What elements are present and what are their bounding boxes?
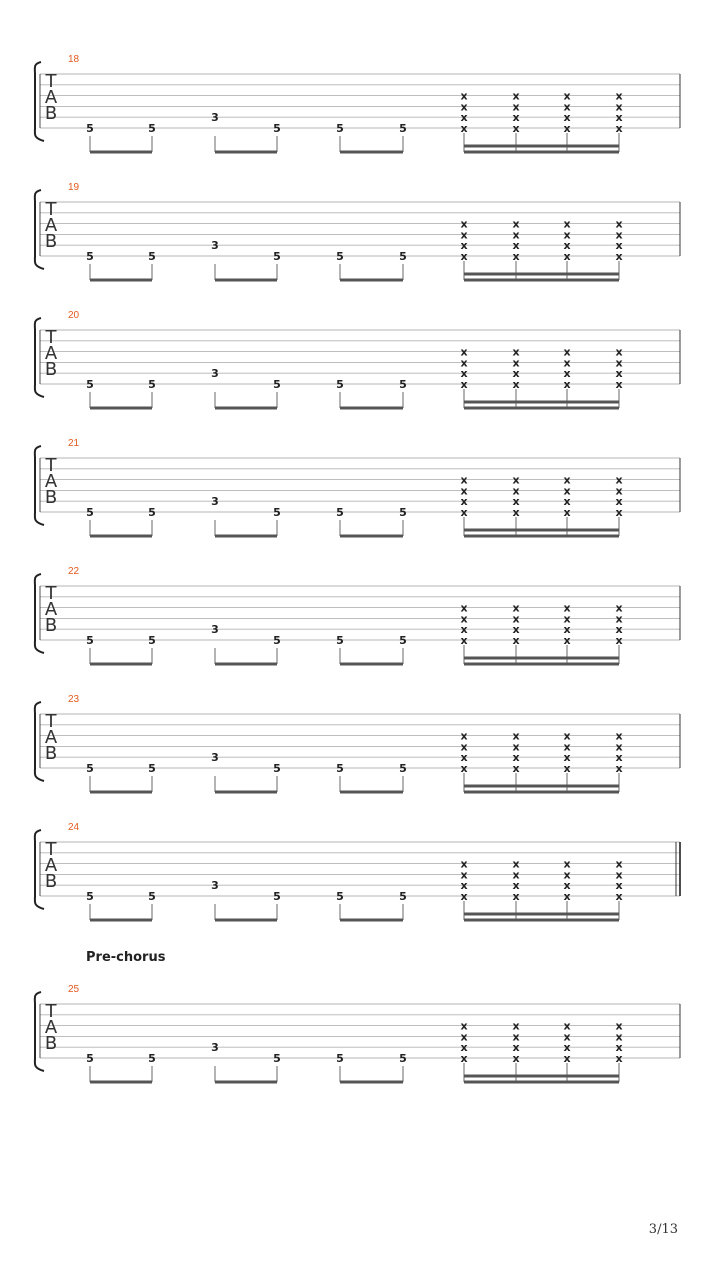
muted-note: x: [460, 378, 468, 391]
muted-note: x: [615, 879, 623, 893]
fret-number: 5: [336, 762, 344, 775]
muted-note: x: [512, 100, 520, 114]
fret-number: 5: [336, 122, 344, 135]
fret-number: 5: [273, 634, 281, 647]
muted-note: x: [563, 751, 571, 765]
fret-number: 5: [273, 378, 281, 391]
muted-note: x: [563, 1041, 571, 1055]
fret-number: 5: [148, 762, 156, 775]
measure-number: 18: [68, 54, 80, 65]
measure-number: 23: [68, 694, 80, 705]
muted-note: x: [615, 601, 623, 615]
muted-note: x: [460, 122, 468, 135]
muted-note: x: [460, 601, 468, 615]
fret-number: 3: [211, 879, 219, 893]
muted-note: x: [460, 473, 468, 487]
muted-note: x: [615, 729, 623, 743]
tab-clef-letter: A: [44, 855, 58, 876]
muted-note: x: [563, 1019, 571, 1033]
muted-note: x: [512, 1041, 520, 1055]
muted-note: x: [512, 623, 520, 637]
muted-note: x: [460, 250, 468, 263]
muted-note: x: [512, 495, 520, 509]
muted-note: x: [615, 89, 623, 103]
muted-note: x: [512, 473, 520, 487]
fret-number: 5: [399, 890, 407, 903]
muted-note: x: [460, 751, 468, 765]
muted-note: x: [563, 857, 571, 871]
fret-number: 5: [336, 634, 344, 647]
muted-note: x: [563, 623, 571, 637]
fret-number: 5: [336, 378, 344, 391]
muted-note: x: [615, 868, 623, 882]
muted-note: x: [512, 1030, 520, 1044]
muted-note: x: [615, 623, 623, 637]
muted-note: x: [615, 634, 623, 647]
fret-number: 3: [211, 495, 219, 509]
muted-note: x: [460, 634, 468, 647]
fret-number: 5: [399, 634, 407, 647]
tab-clef-letter: B: [44, 871, 58, 892]
muted-note: x: [563, 378, 571, 391]
muted-note: x: [615, 762, 623, 775]
muted-note: x: [563, 345, 571, 359]
muted-note: x: [563, 506, 571, 519]
muted-note: x: [615, 857, 623, 871]
tab-clef-letter: B: [44, 1033, 58, 1054]
fret-number: 3: [211, 751, 219, 765]
fret-number: 5: [86, 250, 94, 263]
muted-note: x: [563, 473, 571, 487]
muted-note: x: [460, 729, 468, 743]
muted-note: x: [563, 367, 571, 381]
muted-note: x: [460, 345, 468, 359]
muted-note: x: [563, 868, 571, 882]
muted-note: x: [512, 506, 520, 519]
tab-clef-letter: A: [44, 1017, 58, 1038]
muted-note: x: [460, 1030, 468, 1044]
muted-note: x: [460, 89, 468, 103]
fret-number: 5: [148, 122, 156, 135]
fret-number: 5: [273, 762, 281, 775]
fret-number: 3: [211, 623, 219, 637]
tab-clef-letter: A: [44, 599, 58, 620]
muted-note: x: [563, 495, 571, 509]
fret-number: 5: [399, 762, 407, 775]
muted-note: x: [512, 868, 520, 882]
fret-number: 5: [86, 762, 94, 775]
muted-note: x: [460, 356, 468, 370]
fret-number: 5: [336, 506, 344, 519]
fret-number: 5: [273, 1052, 281, 1065]
muted-note: x: [512, 345, 520, 359]
fret-number: 5: [86, 1052, 94, 1065]
muted-note: x: [615, 473, 623, 487]
muted-note: x: [512, 1019, 520, 1033]
tab-clef-letter: T: [45, 327, 57, 348]
muted-note: x: [563, 250, 571, 263]
muted-note: x: [615, 345, 623, 359]
muted-note: x: [563, 228, 571, 242]
measure-number: 21: [68, 438, 80, 449]
tab-clef-letter: T: [45, 71, 57, 92]
fret-number: 5: [148, 378, 156, 391]
tab-system: [35, 182, 680, 280]
tab-clef-letter: A: [44, 215, 58, 236]
fret-number: 5: [86, 634, 94, 647]
tab-clef-letter: A: [44, 471, 58, 492]
muted-note: x: [615, 612, 623, 626]
fret-number: 5: [399, 378, 407, 391]
tab-system: [35, 438, 680, 536]
muted-note: x: [460, 367, 468, 381]
fret-number: 3: [211, 1041, 219, 1055]
muted-note: x: [615, 356, 623, 370]
muted-note: x: [563, 879, 571, 893]
muted-note: x: [460, 879, 468, 893]
muted-note: x: [512, 1052, 520, 1065]
muted-note: x: [460, 100, 468, 114]
muted-note: x: [460, 868, 468, 882]
muted-note: x: [563, 356, 571, 370]
fret-number: 5: [399, 1052, 407, 1065]
section-label-prechorus: Pre-chorus: [86, 950, 166, 965]
muted-note: x: [512, 601, 520, 615]
muted-note: x: [615, 1052, 623, 1065]
fret-number: 5: [148, 634, 156, 647]
muted-note: x: [460, 612, 468, 626]
fret-number: 5: [148, 890, 156, 903]
tab-system: [35, 310, 680, 408]
muted-note: x: [615, 484, 623, 498]
muted-note: x: [460, 239, 468, 253]
muted-note: x: [460, 495, 468, 509]
muted-note: x: [615, 100, 623, 114]
muted-note: x: [512, 762, 520, 775]
muted-note: x: [563, 217, 571, 231]
muted-note: x: [512, 228, 520, 242]
fret-number: 5: [399, 122, 407, 135]
tab-clef-letter: B: [44, 743, 58, 764]
muted-note: x: [563, 729, 571, 743]
tab-clef-letter: B: [44, 359, 58, 380]
tab-clef-letter: A: [44, 343, 58, 364]
muted-note: x: [460, 1052, 468, 1065]
fret-number: 5: [86, 890, 94, 903]
tab-clef-letter: T: [45, 839, 57, 860]
tab-clef-letter: T: [45, 455, 57, 476]
fret-number: 5: [336, 1052, 344, 1065]
muted-note: x: [615, 239, 623, 253]
muted-note: x: [512, 239, 520, 253]
muted-note: x: [563, 890, 571, 903]
muted-note: x: [563, 1030, 571, 1044]
measure-number: 20: [68, 310, 80, 321]
fret-number: 5: [148, 1052, 156, 1065]
muted-note: x: [460, 1019, 468, 1033]
muted-note: x: [563, 1052, 571, 1065]
tab-system: [35, 694, 680, 792]
fret-number: 5: [86, 506, 94, 519]
muted-note: x: [563, 740, 571, 754]
muted-note: x: [615, 495, 623, 509]
muted-note: x: [615, 890, 623, 903]
fret-number: 5: [399, 250, 407, 263]
tab-clef-letter: B: [44, 103, 58, 124]
fret-number: 3: [211, 239, 219, 253]
tab-clef-letter: T: [45, 1001, 57, 1022]
muted-note: x: [563, 762, 571, 775]
muted-note: x: [512, 612, 520, 626]
tab-clef-letter: B: [44, 231, 58, 252]
tab-system: [35, 822, 680, 920]
tab-system: [35, 54, 680, 152]
measure-number: 25: [68, 984, 80, 995]
muted-note: x: [615, 1019, 623, 1033]
muted-note: x: [563, 100, 571, 114]
muted-note: x: [512, 740, 520, 754]
muted-note: x: [563, 239, 571, 253]
muted-note: x: [512, 111, 520, 125]
fret-number: 5: [336, 250, 344, 263]
muted-note: x: [460, 228, 468, 242]
tab-clef-letter: A: [44, 87, 58, 108]
muted-note: x: [460, 857, 468, 871]
muted-note: x: [615, 228, 623, 242]
tab-clef-letter: T: [45, 199, 57, 220]
muted-note: x: [512, 484, 520, 498]
fret-number: 5: [273, 122, 281, 135]
muted-note: x: [460, 506, 468, 519]
muted-note: x: [615, 506, 623, 519]
muted-note: x: [460, 1041, 468, 1055]
muted-note: x: [460, 623, 468, 637]
muted-note: x: [563, 89, 571, 103]
fret-number: 5: [148, 250, 156, 263]
muted-note: x: [615, 1030, 623, 1044]
muted-note: x: [615, 250, 623, 263]
muted-note: x: [615, 122, 623, 135]
measure-number: 22: [68, 566, 80, 577]
fret-number: 5: [273, 890, 281, 903]
muted-note: x: [460, 111, 468, 125]
muted-note: x: [512, 879, 520, 893]
muted-note: x: [615, 378, 623, 391]
muted-note: x: [615, 217, 623, 231]
muted-note: x: [615, 740, 623, 754]
muted-note: x: [512, 217, 520, 231]
muted-note: x: [615, 111, 623, 125]
fret-number: 3: [211, 111, 219, 125]
fret-number: 5: [273, 250, 281, 263]
fret-number: 5: [148, 506, 156, 519]
muted-note: x: [460, 484, 468, 498]
tab-clef-letter: T: [45, 711, 57, 732]
muted-note: x: [460, 890, 468, 903]
tab-system: [35, 984, 680, 1082]
muted-note: x: [563, 612, 571, 626]
fret-number: 5: [86, 122, 94, 135]
measure-number: 19: [68, 182, 80, 193]
muted-note: x: [615, 751, 623, 765]
fret-number: 5: [86, 378, 94, 391]
muted-note: x: [512, 634, 520, 647]
tab-clef-letter: B: [44, 487, 58, 508]
fret-number: 5: [399, 506, 407, 519]
tab-clef-letter: A: [44, 727, 58, 748]
muted-note: x: [512, 378, 520, 391]
muted-note: x: [512, 857, 520, 871]
muted-note: x: [563, 634, 571, 647]
muted-note: x: [512, 122, 520, 135]
measure-number: 24: [68, 822, 80, 833]
muted-note: x: [460, 762, 468, 775]
tab-clef-letter: B: [44, 615, 58, 636]
fret-number: 3: [211, 367, 219, 381]
fret-number: 5: [336, 890, 344, 903]
muted-note: x: [512, 751, 520, 765]
muted-note: x: [563, 601, 571, 615]
muted-note: x: [460, 217, 468, 231]
muted-note: x: [615, 367, 623, 381]
muted-note: x: [512, 890, 520, 903]
muted-note: x: [563, 122, 571, 135]
fret-number: 5: [273, 506, 281, 519]
muted-note: x: [512, 250, 520, 263]
muted-note: x: [460, 740, 468, 754]
muted-note: x: [512, 89, 520, 103]
tab-system: [35, 566, 680, 664]
tab-clef-letter: T: [45, 583, 57, 604]
muted-note: x: [563, 484, 571, 498]
muted-note: x: [615, 1041, 623, 1055]
muted-note: x: [512, 356, 520, 370]
muted-note: x: [512, 729, 520, 743]
muted-note: x: [563, 111, 571, 125]
muted-note: x: [512, 367, 520, 381]
page-number: 3/13: [648, 1222, 678, 1237]
